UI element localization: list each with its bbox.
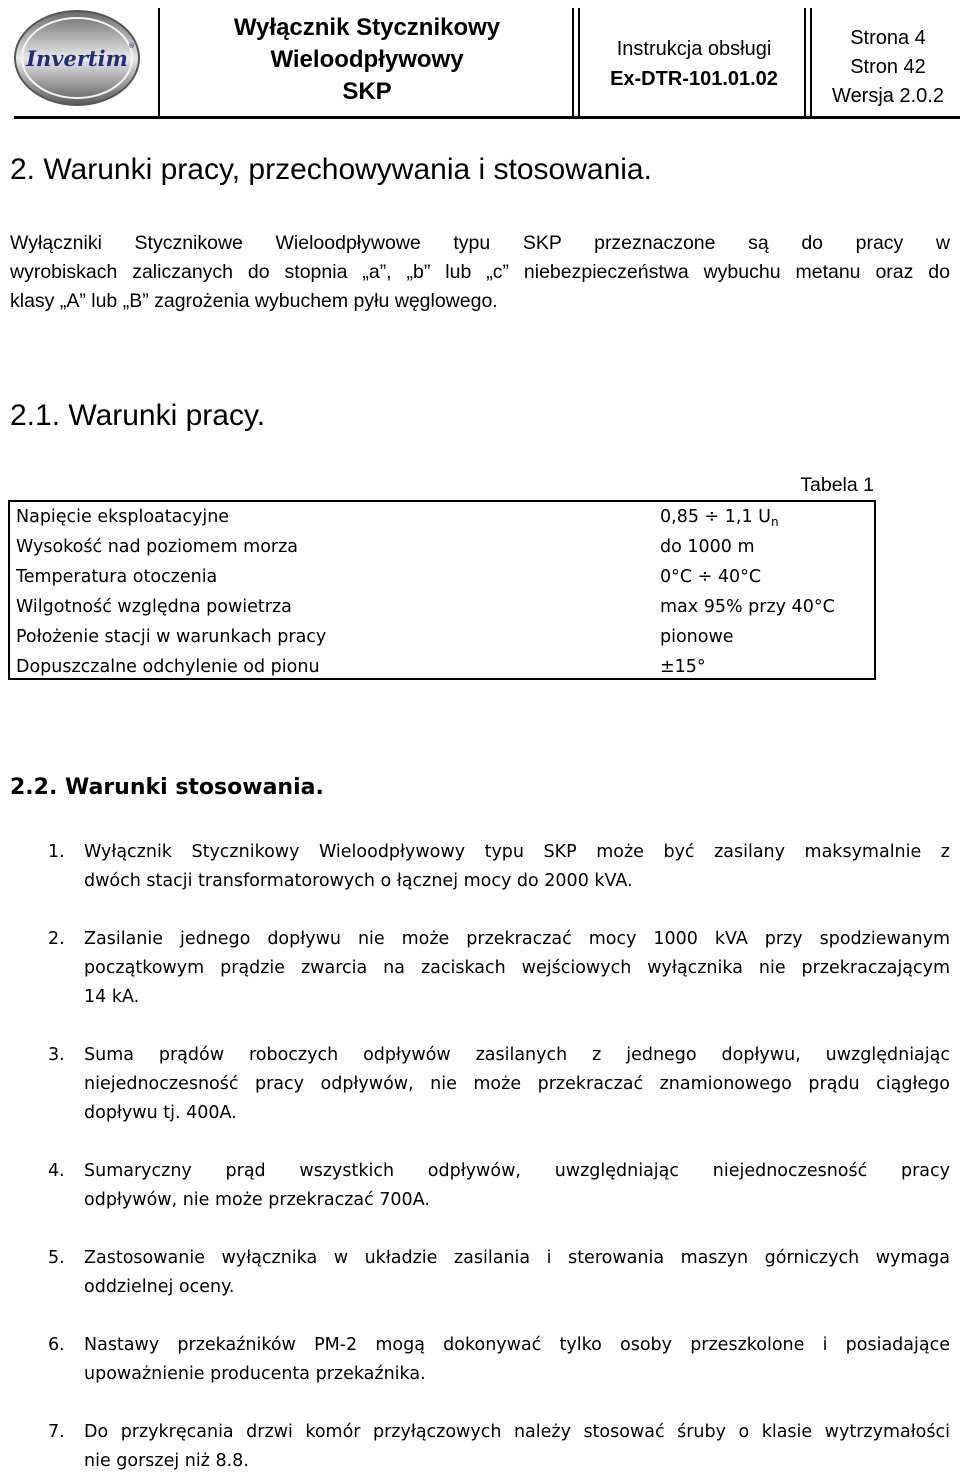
list-item-line: Nastawy przekaźników PM-2 mogą dokonywać tylko osoby przeszkolone i posiadające: [84, 1335, 950, 1355]
conditions-table: [8, 500, 876, 680]
list-item-line: oddzielnej oceny.: [84, 1277, 235, 1297]
list-item: [10, 1157, 950, 1215]
page-header: [0, 0, 960, 122]
list-item-number: 6.: [48, 1335, 65, 1355]
row-value: 0°C ÷ 40°C: [660, 567, 762, 587]
table-row: [10, 502, 874, 532]
table-row: [10, 622, 874, 652]
list-item-line: Do przykręcania drzwi komór przyłączowych należy stosować śruby o klasie wytrzymałości: [84, 1422, 950, 1442]
list-item-line: Wyłącznik Stycznikowy Wieloodpływowy typu SKP może być zasilany maksymalnie z: [84, 842, 950, 862]
invertim-logo: [12, 8, 142, 108]
header-divider: [578, 8, 580, 116]
list-item-line: 14 kA.: [84, 987, 140, 1007]
header-divider: [804, 8, 806, 116]
list-item: [10, 1041, 950, 1128]
table-row: [10, 652, 874, 682]
document-code: Ex-DTR-101.01.02: [610, 68, 778, 90]
section-heading: 2. Warunki pracy, przechowywania i stosowania.: [10, 153, 652, 186]
list-item-line: nie gorszej niż 8.8.: [84, 1451, 249, 1471]
list-item-line: Suma prądów roboczych odpływów zasilanych z jednego dopływu, uwzględniając: [84, 1045, 950, 1065]
row-value-text: 0,85 ÷ 1,1 U: [660, 507, 771, 527]
list-item-number: 4.: [48, 1161, 65, 1181]
header-instruction: [588, 34, 800, 94]
row-label: Dopuszczalne odchylenie od pionu: [16, 657, 320, 677]
list-item-number: 7.: [48, 1422, 65, 1442]
list-item: [10, 925, 950, 1012]
svg-text:®: ®: [128, 42, 135, 50]
row-value: ±15°: [660, 657, 706, 677]
header-title-line: Wieloodpływowy: [270, 46, 464, 73]
list-item-line: niejednoczesność pracy odpływów, nie może przekraczać znamionowego prądu ciągłego: [84, 1074, 950, 1094]
paragraph-line: Wyłączniki Stycznikowe Wieloodpływowe typu SKP przeznaczone są do pracy w: [10, 232, 950, 254]
list-item-line: Zasilanie jednego dopływu nie może przekraczać mocy 1000 kVA przy spodziewanym: [84, 929, 950, 949]
row-value: do 1000 m: [660, 537, 755, 557]
row-value-subscript: n: [770, 515, 779, 529]
list-item: [10, 1331, 950, 1389]
header-divider: [572, 8, 574, 116]
subsection-heading: 2.1. Warunki pracy.: [10, 399, 266, 432]
instruction-label: Instrukcja obsługi: [616, 38, 772, 60]
header-title: [182, 12, 552, 108]
header-divider: [158, 8, 160, 116]
svg-text:Invertim: Invertim: [26, 46, 128, 71]
list-item-line: początkowym prądzie zwarcia na zaciskach wejściowych wyłącznika nie przekraczającym: [84, 958, 950, 978]
list-item: [10, 1418, 950, 1476]
table-row: [10, 532, 874, 562]
row-label: Napięcie eksploatacyjne: [16, 507, 230, 527]
conditions-list: [10, 838, 950, 1476]
list-item: [10, 838, 950, 896]
list-item-line: Zastosowanie wyłącznika w układzie zasilania i sterowania maszyn górniczych wymaga: [84, 1248, 950, 1268]
list-item-number: 5.: [48, 1248, 65, 1268]
row-label: Wysokość nad poziomem morza: [16, 537, 299, 557]
paragraph-line: klasy „A” lub „B” zagrożenia wybuchem pyłu węglowego.: [10, 290, 498, 312]
list-item: [10, 1244, 950, 1302]
header-title-line: Wyłącznik Stycznikowy: [233, 14, 501, 41]
list-item-line: dwóch stacji transformatorowych o łącznej mocy do 2000 kVA.: [84, 871, 633, 891]
list-item-line: Sumaryczny prąd wszystkich odpływów, uwzględniając niejednoczesność pracy: [84, 1161, 950, 1181]
row-label: Wilgotność względna powietrza: [16, 597, 292, 617]
header-page-info: [818, 24, 958, 111]
row-label: Temperatura otoczenia: [16, 567, 218, 587]
table-row: [10, 592, 874, 622]
list-item-line: dopływu tj. 400A.: [84, 1103, 237, 1123]
page-number: Strona 4: [850, 27, 926, 49]
table-caption: Tabela 1: [800, 474, 874, 496]
list-item-number: 2.: [48, 929, 65, 949]
list-item-number: 1.: [48, 842, 65, 862]
header-divider: [810, 8, 812, 116]
intro-paragraph: [10, 229, 950, 316]
header-title-line: SKP: [342, 78, 392, 105]
row-label: Położenie stacji w warunkach pracy: [16, 627, 327, 647]
list-item-line: upoważnienie producenta przekaźnika.: [84, 1364, 426, 1384]
header-rule: [14, 116, 960, 119]
version-label: Wersja 2.0.2: [832, 85, 944, 107]
page-total: Stron 42: [850, 56, 926, 78]
row-value: max 95% przy 40°C: [660, 597, 835, 617]
list-item-number: 3.: [48, 1045, 65, 1065]
row-value: pionowe: [660, 627, 734, 647]
paragraph-line: wyrobiskach zaliczanych do stopnia „a”, „b” lub „c” niebezpieczeństwa wybuchu metanu oraz do: [10, 261, 950, 283]
subsection-heading: 2.2. Warunki stosowania.: [10, 775, 324, 800]
table-row: [10, 562, 874, 592]
list-item-line: odpływów, nie może przekraczać 700A.: [84, 1190, 430, 1210]
